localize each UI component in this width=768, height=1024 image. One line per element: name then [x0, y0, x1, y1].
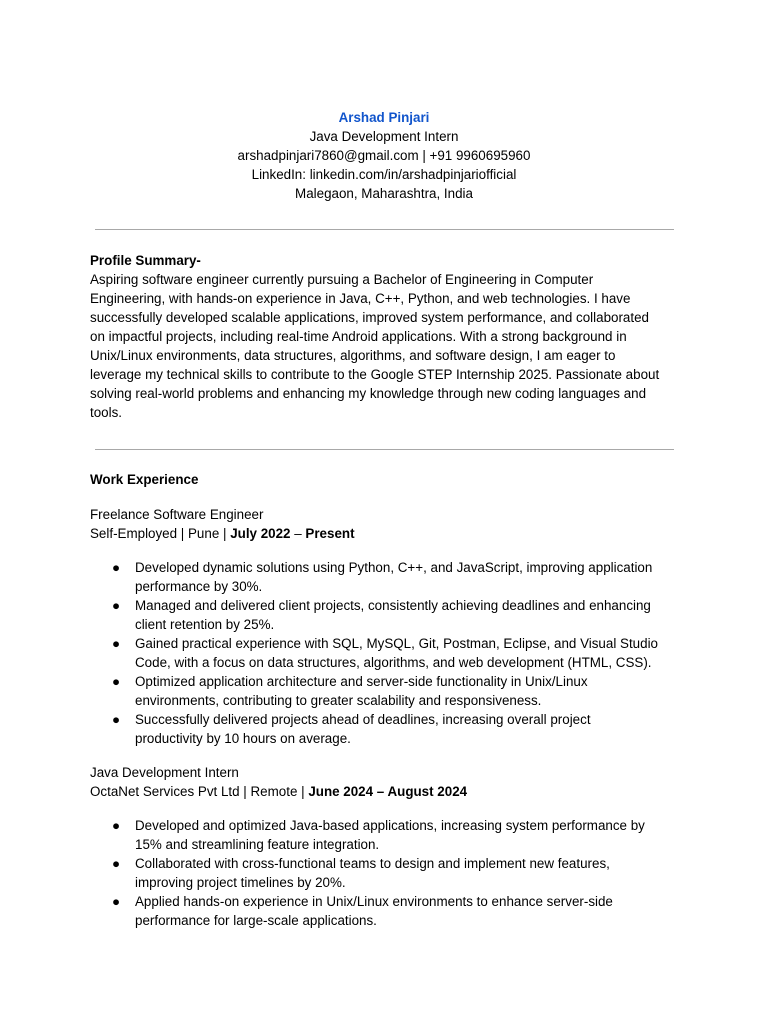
job-employer-location: Self-Employed | Pune | — [90, 526, 231, 541]
profile-line: successfully developed scalable applications, improved system performance, and collaborated — [90, 310, 649, 325]
bullet-dot: ● — [112, 636, 121, 651]
profile-line: Engineering, with hands-on experience in Java, C++, Python, and web technologies. I have — [90, 291, 631, 306]
bullet-line: Developed and optimized Java-based applications, increasing system performance by — [135, 818, 645, 833]
job-date-end: Present — [305, 526, 355, 541]
job-entry — [90, 763, 690, 930]
work-experience-heading: Work Experience — [90, 472, 199, 487]
bullet-line: productivity by 10 hours on average. — [135, 731, 351, 746]
bullet-line: environments, contributing to greater scalability and responsiveness. — [135, 693, 542, 708]
profile-line: solving real-world problems and enhancing my knowledge through new coding languages and — [90, 386, 647, 401]
bullet-line: Successfully delivered projects ahead of deadlines, increasing overall project — [135, 712, 591, 727]
bullet-line: Applied hands-on experience in Unix/Linux environments to enhance server-side — [135, 894, 613, 909]
profile-summary-section — [90, 251, 690, 422]
bullet-line: Optimized application architecture and server-side functionality in Unix/Linux — [135, 674, 588, 689]
job-entry — [90, 505, 690, 748]
resume-header — [0, 108, 768, 203]
job-meta — [90, 524, 690, 543]
job-bullet — [90, 558, 690, 596]
job-bullet — [90, 710, 690, 748]
work-experience-section — [90, 470, 690, 930]
job-title: Freelance Software Engineer — [90, 507, 264, 522]
linkedin-line: LinkedIn: linkedin.com/in/arshadpinjariofficial — [251, 167, 517, 182]
bullet-line: Developed dynamic solutions using Python, C++, and JavaScript, improving application — [135, 560, 653, 575]
job-date-separator: – — [290, 526, 306, 541]
job-bullet — [90, 816, 690, 854]
profile-summary-text — [90, 270, 690, 422]
bullet-dot: ● — [112, 894, 121, 909]
divider-top — [95, 229, 674, 230]
profile-line: leverage my technical skills to contribute to the Google STEP Internship 2025. Passionate about — [90, 367, 660, 382]
job-bullet-list — [90, 558, 690, 748]
job-bullet-list — [90, 816, 690, 930]
profile-line: tools. — [90, 405, 123, 420]
bullet-line: improving project timelines by 20%. — [135, 875, 346, 890]
bullet-line: Gained practical experience with SQL, MySQL, Git, Postman, Eclipse, and Visual Studio — [135, 636, 658, 651]
job-bullet — [90, 854, 690, 892]
bullet-dot: ● — [112, 712, 121, 727]
job-meta — [90, 782, 690, 801]
job-bullet — [90, 892, 690, 930]
job-bullet — [90, 634, 690, 672]
bullet-dot: ● — [112, 818, 121, 833]
profile-line: Aspiring software engineer currently pursuing a Bachelor of Engineering in Computer — [90, 272, 594, 287]
bullet-line: performance by 30%. — [135, 579, 263, 594]
job-bullet — [90, 672, 690, 710]
candidate-name: Arshad Pinjari — [338, 110, 430, 125]
bullet-line: performance for large-scale applications. — [135, 913, 377, 928]
job-dates: June 2024 – August 2024 — [308, 784, 468, 799]
job-title: Java Development Intern — [90, 765, 239, 780]
location-line: Malegaon, Maharashtra, India — [295, 186, 473, 201]
bullet-dot: ● — [112, 560, 121, 575]
bullet-line: 15% and streamlining feature integration. — [135, 837, 380, 852]
bullet-dot: ● — [112, 598, 121, 613]
job-employer-location: OctaNet Services Pvt Ltd | Remote | — [90, 784, 309, 799]
bullet-line: Code, with a focus on data structures, algorithms, and web development (HTML, CSS). — [135, 655, 652, 670]
contact-line: arshadpinjari7860@gmail.com | +91 9960695960 — [237, 148, 531, 163]
bullet-line: Managed and delivered client projects, consistently achieving deadlines and enhancing — [135, 598, 651, 613]
job-date-start: July 2022 — [230, 526, 291, 541]
profile-line: on impactful projects, including real-time Android applications. With a strong background in — [90, 329, 627, 344]
bullet-line: client retention by 25%. — [135, 617, 275, 632]
job-bullet — [90, 596, 690, 634]
bullet-dot: ● — [112, 856, 121, 871]
profile-summary-heading: Profile Summary- — [90, 253, 201, 268]
bullet-dot: ● — [112, 674, 121, 689]
divider-middle — [95, 449, 674, 450]
profile-line: Unix/Linux environments, data structures, algorithms, and software design, I am eager to — [90, 348, 616, 363]
bullet-line: Collaborated with cross-functional teams to design and implement new features, — [135, 856, 610, 871]
candidate-role: Java Development Intern — [309, 129, 459, 144]
